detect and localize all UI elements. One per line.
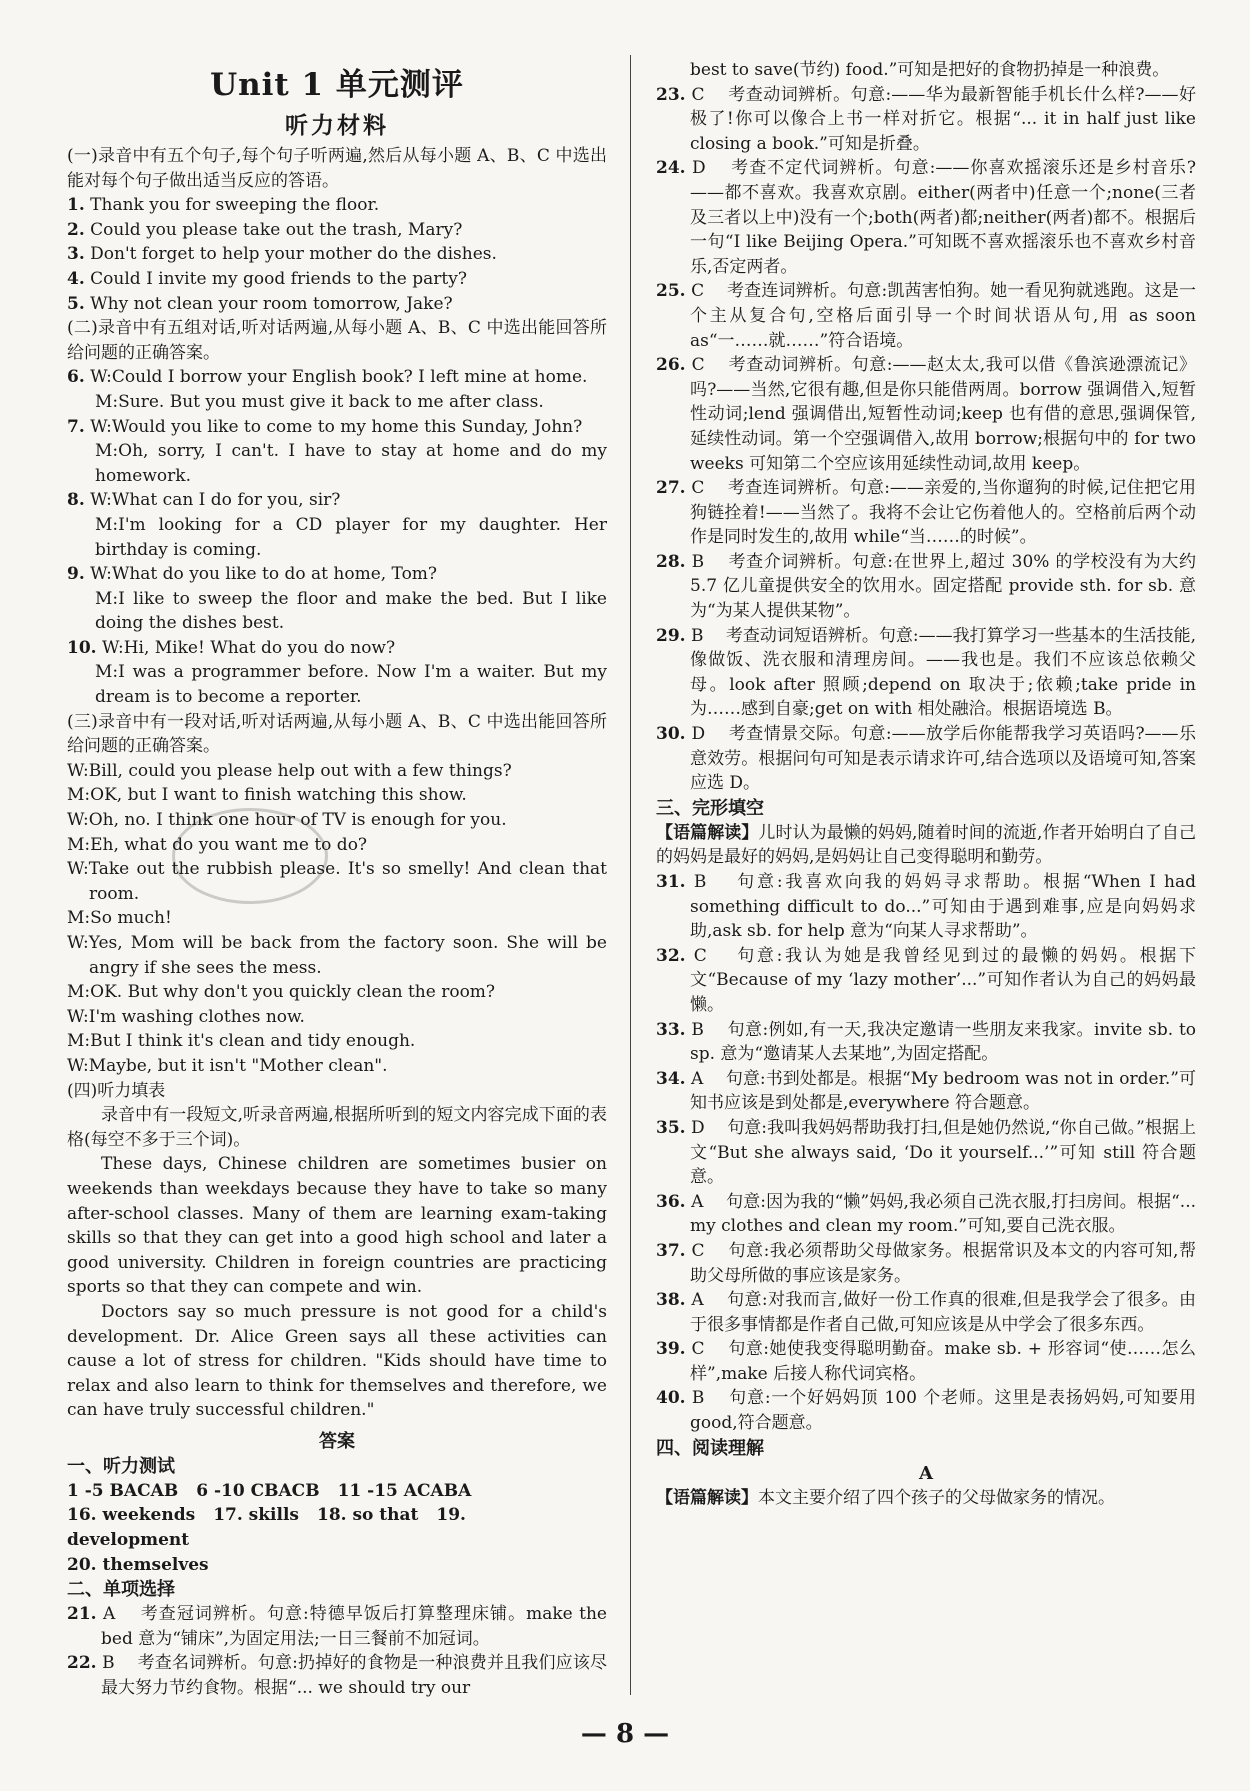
right-column [656, 58, 1196, 1510]
section-1-instructions: (一)录音中有五个句子,每个句子听两遍,然后从每小题 A、B、C 中选出能对每个句子做出适当反应的答语。 [67, 146, 607, 191]
part-3-intro [656, 821, 1196, 870]
explanation-item [656, 279, 1196, 353]
passage [67, 1152, 607, 1423]
dialogue [67, 562, 607, 636]
dialogue-line [67, 365, 607, 390]
item-number: 23. [656, 84, 686, 105]
sentence-text: Don't forget to help your mother do the dishes. [90, 244, 497, 265]
item-number: 26. [656, 355, 686, 376]
item-number: 25. [656, 281, 686, 302]
listening-title: 听力材料 [285, 112, 389, 139]
part-1-title: 一、听力测试 [67, 1455, 175, 1477]
passage-paragraph: These days, Chinese children are sometimes busier on weekends than weekdays because they have to take so many after-school classes. Many of them are learning exam-taking skills so that they can get into a good high school and later a good university. Children in foreign countries are practicing sports so that they can compete and win. [67, 1154, 607, 1298]
column-divider [630, 55, 631, 1695]
intro-text: 儿时认为最懒的妈妈,随着时间的流逝,作者开始明白了自己的妈妈是最好的妈妈,是妈妈让自己变得聪明和勤劳。 [656, 822, 1197, 868]
explanation-text: C 考查连词辨析。句意:——亲爱的,当你遛狗的时候,记住把它用狗链拴着!——当然了。我将不会让它伤着他人的。空格前后两个动作是同时发生的,故用 while“当……的时候”。 [690, 478, 1196, 548]
answer: 19. development [67, 1505, 466, 1551]
explanation-item [656, 624, 1196, 722]
dialogue [67, 636, 607, 710]
part-4-subtitle: A [919, 1462, 933, 1484]
dialogue [67, 488, 607, 562]
part-4-title: 四、阅读理解 [656, 1437, 764, 1459]
explanation-item [656, 353, 1196, 476]
explanation-text: D 句意:我叫我妈妈帮助我打扫,但是她仍然说,“你自己做。”根据上文“But she always said, ‘Do it yourself...’”可知 still 符合题意。 [690, 1117, 1196, 1188]
sentence [67, 193, 607, 218]
explanation-text: C 句意:我认为她是我曾经见到过的最懒的妈妈。根据下文“Because of my ‘lazy mother’...”可知作者认为自己的妈妈最懒。 [690, 945, 1197, 1015]
item-number: 34. [656, 1068, 686, 1089]
explanation-text: C 考查连词辨析。句意:凯茜害怕狗。她一看见狗就逃跑。这是一个主从复合句,空格后面引导一个时间状语从句,用 as soon as“一……就……”符合语境。 [690, 281, 1196, 351]
item-22-continued: best to save(节约) food.”可知是把好的食物扔掉是一种浪费。 [690, 60, 1170, 80]
page-number: — 8 — [580, 1719, 670, 1749]
item-number: 31. [656, 872, 686, 892]
explanation-text: D 考查情景交际。句意:——放学后你能帮我学习英语吗?——乐意效劳。根据问句可知是表示请求许可,结合选项以及语境可知,答案应选 D。 [690, 724, 1197, 794]
explanation-item [656, 1288, 1196, 1337]
sentence [67, 292, 607, 317]
explanation-text: A 句意:书到处都是。根据“My bedroom was not in order.”可知书应该是到处都是,everywhere 符合题意。 [690, 1068, 1197, 1114]
answer: 17. skills [213, 1505, 299, 1526]
dialogue-line: M:OK. But why don't you quickly clean the room? [67, 982, 496, 1003]
dialogue-line [67, 415, 607, 440]
dialogue-line: M:So much! [67, 908, 172, 929]
dialogue-list [67, 365, 607, 709]
item-number: 8. [67, 490, 85, 511]
item-number: 9. [67, 564, 85, 585]
item-number: 36. [656, 1191, 686, 1212]
explanation-item [656, 1067, 1196, 1116]
sentence-text: Could you please take out the trash, Mary? [90, 219, 463, 240]
dialogue-line: M:OK, but I want to finish watching this show. [67, 785, 467, 806]
explanation-item [656, 83, 1196, 157]
explanation-item [656, 1386, 1196, 1435]
item-number: 6. [67, 367, 85, 388]
item-number: 5. [67, 293, 85, 314]
explanation-text: B 句意:一个好妈妈顶 100 个老师。这里是表扬妈妈,可知要用 good,符合题意。 [690, 1388, 1196, 1434]
item-number: 10. [67, 637, 97, 658]
item-number: 2. [67, 219, 85, 240]
explanation-text: A 句意:因为我的“懒”妈妈,我必须自己洗衣服,打扫房间。根据“... my clothes and clean my room.”可知,要自己洗衣服。 [690, 1191, 1197, 1237]
explanation-item [656, 722, 1196, 796]
answer-line [67, 1553, 607, 1578]
answer: 1 -5 BACAB [67, 1480, 179, 1501]
answer: 16. weekends [67, 1505, 196, 1526]
dialogue-line: M:Oh, sorry, I can't. I have to stay at home and do my homework. [95, 441, 607, 486]
item-number: 30. [656, 724, 686, 745]
explanation-text: B 考查介词辨析。句意:在世界上,超过 30% 的学校没有为大约 5.7 亿儿童提供安全的饮用水。固定搭配 provide sth. for sb. 意为“为某人提供某物”。 [690, 551, 1197, 622]
explanation-item [656, 1116, 1196, 1190]
dialogue-line: M:I'm looking for a CD player for my daughter. Her birthday is coming. [95, 514, 607, 560]
item-number: 7. [67, 416, 85, 437]
dialogue-text: W:What can I do for you, sir? [90, 490, 341, 511]
answers-title: 答案 [319, 1430, 355, 1452]
sentence-list [67, 193, 607, 316]
explanation-text: C 句意:她使我变得聪明勤奋。make sb. + 形容词“使……怎么样”,make 后接人称代词宾格。 [690, 1339, 1196, 1384]
explanation-item [67, 1651, 607, 1700]
explanation-item [656, 1190, 1196, 1239]
section-2-instructions: (二)录音中有五组对话,听对话两遍,从每小题 A、B、C 中选出能回答所给问题的正确答案。 [67, 318, 607, 363]
explanation-text: B 考查名词辨析。句意:扔掉好的食物是一种浪费并且我们应该尽最大努力节约食物。根据“... we should try our [101, 1653, 607, 1699]
intro-tag: 【语篇解读】 [656, 1487, 758, 1508]
dialogue-line: M:I was a programmer before. Now I'm a waiter. But my dream is to become a reporter. [95, 662, 607, 708]
item-number: 28. [656, 551, 686, 572]
answer: 18. so that [316, 1505, 419, 1526]
explanation-item [656, 1337, 1196, 1386]
explanation-text: A 考查冠词辨析。句意:特德早饭后打算整理床铺。make the bed 意为“铺床”,为固定用法;一日三餐前不加冠词。 [101, 1604, 607, 1649]
explanation-item [656, 550, 1196, 624]
left-column [67, 58, 607, 1701]
choice-explanations-right [656, 83, 1196, 796]
dialogue-line: W:Take out the rubbish please. It's so smelly! And clean that room. [67, 859, 607, 904]
item-number: 32. [656, 945, 686, 966]
item-number: 27. [656, 478, 686, 499]
dialogue-line [67, 488, 607, 513]
explanation-item [656, 476, 1196, 550]
item-number: 1. [67, 195, 85, 216]
explanation-text: B 考查动词短语辨析。句意:——我打算学习一些基本的生活技能,像做饭、洗衣服和清理房间。——我也是。我们不应该总依赖父母。look after 照顾;depend on 取决于;依赖;take pride in 为……感到自豪;get on with 相处融洽。根据语境选 B。 [690, 625, 1197, 720]
dialogue-line: M:Sure. But you must give it back to me after class. [95, 391, 544, 412]
listening-answers [67, 1479, 607, 1577]
section-3-instructions: (三)录音中有一段对话,听对话两遍,从每小题 A、B、C 中选出能回答所给问题的正确答案。 [67, 711, 607, 757]
item-number: 33. [656, 1019, 686, 1040]
dialogue-line [67, 562, 607, 587]
part-3-title: 三、完形填空 [656, 797, 764, 819]
part-2-title: 二、单项选择 [67, 1579, 175, 1601]
explanation-item [656, 1018, 1196, 1067]
answer: 11 -15 ACABA [337, 1480, 472, 1501]
choice-explanations-left [67, 1602, 607, 1700]
explanation-text: B 句意:我喜欢向我的妈妈寻求帮助。根据“When I had something difficult to do...”可知由于遇到难事,应是向妈妈求助,ask sb. for help 意为“向某人寻求帮助”。 [690, 872, 1196, 942]
long-dialogue [67, 759, 607, 1079]
dialogue [67, 365, 607, 414]
intro-tag: 【语篇解读】 [656, 822, 759, 843]
page-title: Unit 1 单元测评 [210, 67, 464, 103]
item-number: 37. [656, 1240, 686, 1261]
sentence-text: Could I invite my good friends to the party? [90, 268, 467, 289]
sentence-text: Why not clean your room tomorrow, Jake? [90, 293, 453, 314]
sentence [67, 242, 607, 267]
section-4-instructions: 录音中有一段短文,听录音两遍,根据所听到的短文内容完成下面的表格(每空不多于三个词)。 [67, 1105, 607, 1150]
dialogue-line: W:Yes, Mom will be back from the factory soon. She will be angry if she sees the mess. [67, 933, 607, 978]
section-4-title: (四)听力填表 [67, 1080, 166, 1101]
dialogue [67, 415, 607, 489]
dialogue-text: W:Would you like to come to my home this Sunday, John? [90, 416, 583, 437]
intro-text: 本文主要介绍了四个孩子的父母做家务的情况。 [758, 1487, 1115, 1508]
explanation-item [656, 944, 1196, 1018]
answer-line [67, 1479, 607, 1504]
passage-paragraph: Doctors say so much pressure is not good for a child's development. Dr. Alice Green says all these activities can cause a lot of stress for children. "Kids should have time to relax and also learn to think for themselves and therefore, we can have truly successful children." [67, 1301, 607, 1421]
explanation-text: C 句意:我必须帮助父母做家务。根据常识及本文的内容可知,帮助父母所做的事应该是家务。 [690, 1240, 1196, 1286]
dialogue-line: W:Bill, could you please help out with a few things? [67, 760, 512, 781]
dialogue-text: W:Hi, Mike! What do you do now? [101, 637, 396, 658]
explanation-item [67, 1602, 607, 1651]
explanation-item [656, 156, 1196, 279]
item-number: 40. [656, 1388, 686, 1409]
explanation-text: D 考查不定代词辨析。句意:——你喜欢摇滚乐还是乡村音乐?——都不喜欢。我喜欢京剧。either(两者中)任意一个;none(三者及三者以上中)没有一个;both(两者)都;neither(两者)都不。根据后一句“I like Beijing Opera.”可知既不喜欢摇滚乐也不喜欢乡村音乐,否定两者。 [690, 158, 1197, 277]
dialogue-line: W:Maybe, but it isn't "Mother clean". [67, 1055, 388, 1076]
answer-line [67, 1503, 607, 1552]
explanation-text: A 句意:对我而言,做好一份工作真的很难,但是我学会了很多。由于很多事情都是作者自己做,可知应该是从中学会了很多东西。 [690, 1290, 1197, 1335]
dialogue-line: M:But I think it's clean and tidy enough. [67, 1031, 416, 1052]
sentence-text: Thank you for sweeping the floor. [90, 195, 380, 216]
explanation-item [656, 1239, 1196, 1288]
dialogue-line [67, 636, 607, 661]
item-number: 35. [656, 1117, 686, 1138]
dialogue-line: M:Eh, what do you want me to do? [67, 834, 368, 855]
dialogue-line: W:Oh, no. I think one hour of TV is enough for you. [67, 810, 507, 831]
explanation-item [656, 870, 1196, 944]
explanation-text: C 考查动词辨析。句意:——赵太太,我可以借《鲁滨逊漂流记》吗?——当然,它很有趣,但是你只能借两周。borrow 强调借入,短暂性动词;lend 强调借出,短暂性动词;keep 也有借的意思,强调保管,延续性动词。第一个空强调借入,故用 borrow;根据句中的 for two weeks 可知第二个空应该用延续性动词,故用 keep。 [690, 355, 1197, 474]
item-number: 4. [67, 268, 85, 289]
item-number: 39. [656, 1339, 686, 1360]
item-number: 38. [656, 1290, 686, 1311]
dialogue-text: W:Could I borrow your English book? I left mine at home. [90, 367, 588, 388]
explanation-text: B 句意:例如,有一天,我决定邀请一些朋友来我家。invite sb. to sp. 意为“邀请某人去某地”,为固定搭配。 [690, 1019, 1197, 1065]
dialogue-line: W:I'm washing clothes now. [67, 1006, 305, 1027]
item-number: 21. [67, 1604, 97, 1625]
cloze-explanations [656, 870, 1196, 1436]
part-4-intro [656, 1486, 1196, 1511]
explanation-text: C 考查动词辨析。句意:——华为最新智能手机长什么样?——好极了!你可以像合上书一样对折它。根据“... it in half just like closing a book.”可知是折叠。 [690, 84, 1196, 154]
item-number: 3. [67, 244, 85, 265]
answer: 6 -10 CBACB [196, 1480, 320, 1501]
item-number: 29. [656, 625, 686, 646]
dialogue-line: M:I like to sweep the floor and make the bed. But I like doing the dishes best. [95, 588, 607, 634]
sentence [67, 267, 607, 292]
item-number: 24. [656, 158, 686, 179]
dialogue-text: W:What do you like to do at home, Tom? [90, 564, 438, 585]
sentence [67, 218, 607, 243]
answer: 20. themselves [67, 1554, 209, 1575]
item-number: 22. [67, 1653, 97, 1674]
